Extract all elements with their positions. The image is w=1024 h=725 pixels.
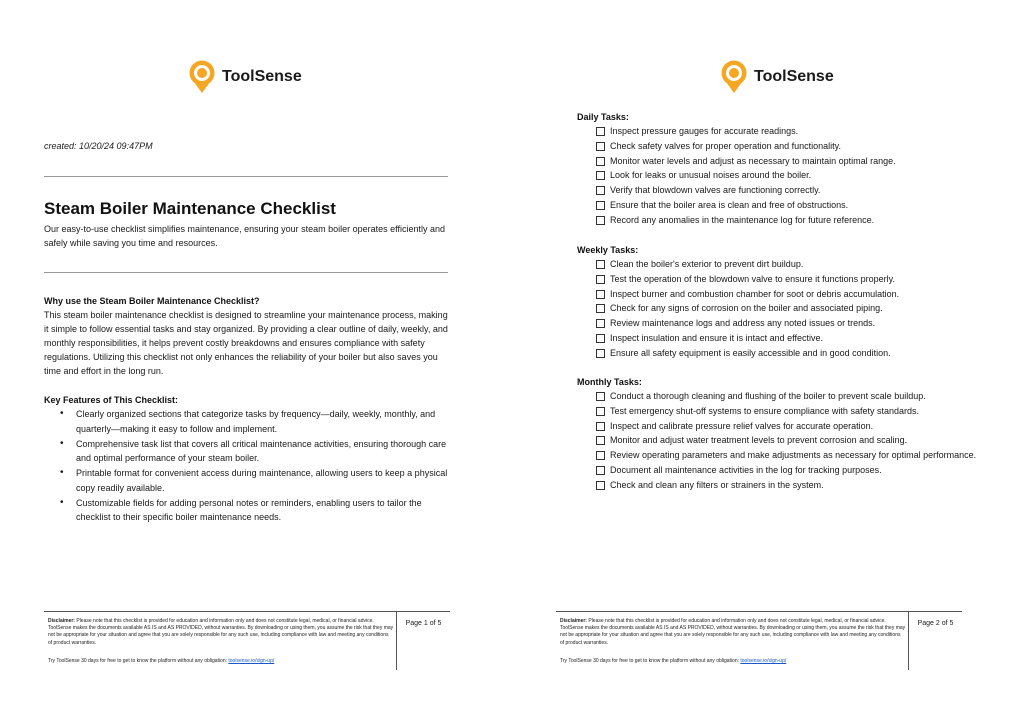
disclaimer-label: Disclaimer:: [48, 618, 75, 624]
checkbox[interactable]: [596, 481, 605, 490]
why-heading: Why use the Steam Boiler Maintenance Checklist?: [44, 296, 260, 306]
feature-item: • Comprehensive task list that covers all critical maintenance activities, ensuring thorough care and optimal performance of your steam boiler.: [60, 437, 450, 466]
task-item[interactable]: Review maintenance logs and address any noted issues or trends.: [596, 316, 986, 331]
disclaimer-text: Please note that this checklist is provided for education and information only and does not constitute legal, medical, or financial advice. ToolSense makes the documents available AS IS and AS PROVIDED, without warranties. By downloading or using them, you assume the risk that they may not be appropriate for your situation and agree that you are solely responsible for any such use, including compliance with law and meeting any conditions of product warranties.: [48, 618, 394, 646]
monthly-heading: Monthly Tasks:: [577, 377, 642, 387]
feature-item: • Clearly organized sections that categorize tasks by frequency—daily, weekly, monthly, and quarterly—making it easy to follow and implement.: [60, 407, 450, 436]
task-item[interactable]: Check for any signs of corrosion on the boiler and associated piping.: [596, 301, 986, 316]
task-item[interactable]: Inspect burner and combustion chamber for soot or debris accumulation.: [596, 287, 986, 302]
task-item[interactable]: Verify that blowdown valves are functioning correctly.: [596, 183, 986, 198]
checkbox[interactable]: [596, 319, 605, 328]
location-pin-icon: [720, 60, 748, 94]
task-item[interactable]: Review operating parameters and make adjustments as necessary for optimal performance.: [596, 448, 986, 463]
weekly-task-list: [596, 257, 986, 361]
features-list: [60, 407, 450, 525]
task-item[interactable]: Clean the boiler's exterior to prevent dirt buildup.: [596, 257, 986, 272]
features-heading: Key Features of This Checklist:: [44, 395, 179, 405]
trial-text: Try ToolSense 30 days for free to get to know the platform without any obligation:: [560, 658, 741, 664]
checkbox[interactable]: [596, 275, 605, 284]
trial-note: [560, 658, 786, 664]
checkbox[interactable]: [596, 157, 605, 166]
task-item[interactable]: Ensure all safety equipment is easily accessible and in good condition.: [596, 346, 986, 361]
daily-task-list: [596, 124, 986, 228]
checkbox[interactable]: [596, 349, 605, 358]
task-item[interactable]: Record any anomalies in the maintenance log for future reference.: [596, 213, 986, 228]
disclaimer-label: Disclaimer:: [560, 618, 587, 624]
checkbox[interactable]: [596, 290, 605, 299]
checkbox[interactable]: [596, 436, 605, 445]
created-timestamp: created: 10/20/24 09:47PM: [44, 141, 153, 151]
signup-link[interactable]: toolsense.io/sign-up/: [228, 658, 275, 664]
task-item[interactable]: Conduct a thorough cleaning and flushing of the boiler to prevent scale buildup.: [596, 389, 986, 404]
task-item[interactable]: Check safety valves for proper operation and functionality.: [596, 139, 986, 154]
brand-name: ToolSense: [222, 68, 302, 85]
monthly-task-list: [596, 389, 986, 493]
task-item[interactable]: Inspect pressure gauges for accurate readings.: [596, 124, 986, 139]
page-footer: [556, 611, 962, 670]
checkbox[interactable]: [596, 466, 605, 475]
checkbox[interactable]: [596, 451, 605, 460]
page-2: [512, 0, 1024, 725]
weekly-heading: Weekly Tasks:: [577, 245, 639, 255]
task-item[interactable]: Monitor water levels and adjust as necessary to maintain optimal range.: [596, 154, 986, 169]
task-item[interactable]: Inspect insulation and ensure it is intact and effective.: [596, 331, 986, 346]
divider: [44, 176, 448, 177]
task-item[interactable]: Monitor and adjust water treatment levels to prevent corrosion and scaling.: [596, 433, 986, 448]
divider: [44, 272, 448, 273]
checkbox[interactable]: [596, 422, 605, 431]
trial-text: Try ToolSense 30 days for free to get to know the platform without any obligation:: [48, 658, 229, 664]
checkbox[interactable]: [596, 260, 605, 269]
page-title: Steam Boiler Maintenance Checklist: [44, 199, 336, 218]
toolsense-logo: [720, 60, 834, 94]
disclaimer: [560, 618, 906, 647]
task-item[interactable]: Look for leaks or unusual noises around the boiler.: [596, 168, 986, 183]
intro-text: Our easy-to-use checklist simplifies maintenance, ensuring your steam boiler operates efficiently and safely while saving you time and resources.: [44, 224, 446, 248]
disclaimer: [48, 618, 394, 647]
location-pin-icon: [188, 60, 216, 94]
checkbox[interactable]: [596, 127, 605, 136]
feature-item: • Printable format for convenient access during maintenance, allowing users to keep a physical copy readily available.: [60, 466, 450, 495]
trial-note: [48, 658, 274, 664]
checkbox[interactable]: [596, 186, 605, 195]
checkbox[interactable]: [596, 201, 605, 210]
task-item[interactable]: Test the operation of the blowdown valve to ensure it functions properly.: [596, 272, 986, 287]
checkbox[interactable]: [596, 407, 605, 416]
task-item[interactable]: Inspect and calibrate pressure relief valves for accurate operation.: [596, 419, 986, 434]
checkbox[interactable]: [596, 392, 605, 401]
checkbox[interactable]: [596, 216, 605, 225]
signup-link[interactable]: toolsense.io/sign-up/: [740, 658, 787, 664]
page-number: Page 1 of 5: [396, 612, 450, 670]
task-item[interactable]: Document all maintenance activities in the log for tracking purposes.: [596, 463, 986, 478]
task-item[interactable]: Test emergency shut-off systems to ensure compliance with safety standards.: [596, 404, 986, 419]
brand-name: ToolSense: [754, 68, 834, 85]
task-item[interactable]: Check and clean any filters or strainers in the system.: [596, 478, 986, 493]
page-footer: [44, 611, 450, 670]
disclaimer-text: Please note that this checklist is provided for education and information only and does not constitute legal, medical, or financial advice. ToolSense makes the documents available AS IS and AS PROVIDED, without warranties. By downloading or using them, you assume the risk that they may not be appropriate for your situation and agree that you are solely responsible for any such use, including compliance with law and meeting any conditions of product warranties.: [560, 618, 906, 646]
checkbox[interactable]: [596, 171, 605, 180]
task-item[interactable]: Ensure that the boiler area is clean and free of obstructions.: [596, 198, 986, 213]
checkbox[interactable]: [596, 142, 605, 151]
toolsense-logo: [188, 60, 302, 94]
why-text: This steam boiler maintenance checklist is designed to streamline your maintenance process, making it simple to follow essential tasks and stay organized. By providing a clear outline of daily, weekly, and monthly responsibilities, it helps prevent costly breakdowns and ensures compliance with safety regulations. Utilizing this checklist not only enhances the reliability of your boiler but also saves you time and effort in the long run.: [44, 310, 448, 376]
checkbox[interactable]: [596, 304, 605, 313]
page-number: Page 2 of 5: [908, 612, 962, 670]
feature-item: • Customizable fields for adding personal notes or reminders, enabling users to tailor the checklist to their specific boiler maintenance needs.: [60, 496, 450, 525]
daily-heading: Daily Tasks:: [577, 112, 629, 122]
checkbox[interactable]: [596, 334, 605, 343]
